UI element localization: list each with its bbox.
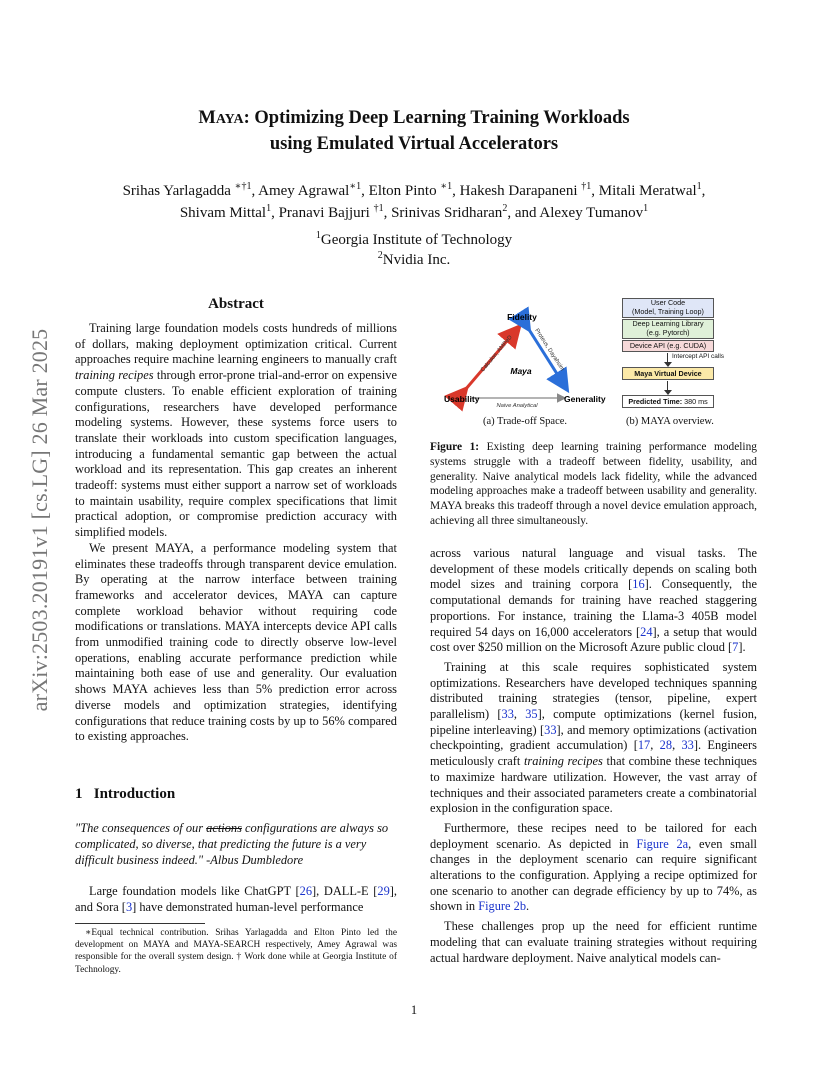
epigraph-quote bbox=[75, 820, 397, 868]
title-maya-initial: M bbox=[198, 108, 216, 128]
box-label: User Code bbox=[650, 298, 686, 307]
affiliation-name: Georgia Institute of Technology bbox=[320, 232, 513, 248]
footnote: ∗Equal technical contribution. Srihas Yarlagadda and Elton Pinto led the development on MAYA and MAYA-SEARCH respectively, Amey Agrawal was responsible for the overall system design. † Work done while at Georgia Institute of Technology. bbox=[75, 928, 397, 975]
author-sup: ∗†1 bbox=[234, 181, 252, 192]
author-sup: ∗1 bbox=[349, 181, 362, 192]
title-line-1 bbox=[80, 106, 748, 132]
text-run: across various natural language and visual tasks. The development of these models critically depends on scaling both model sizes and training corpora [ bbox=[430, 546, 757, 592]
section-heading-introduction bbox=[75, 786, 175, 803]
box-sublabel: (e.g. Pytorch) bbox=[646, 327, 690, 337]
intercept-label: Intercept API calls bbox=[672, 353, 725, 360]
triangle-center-maya: Maya bbox=[510, 366, 532, 376]
vertex-usability: Usability bbox=[444, 394, 480, 404]
arxiv-id: arXiv:2503.20191v1 [cs.LG] 26 Mar 2025 bbox=[27, 328, 52, 712]
text-run: ], and Sora [ bbox=[75, 884, 397, 914]
author: , and Alexey Tumanov bbox=[507, 205, 644, 221]
caption-label: Figure 1: bbox=[430, 441, 480, 453]
virtual-device-box: Maya Virtual Device bbox=[622, 367, 714, 380]
right-column-body bbox=[430, 546, 757, 970]
footnote-rule bbox=[75, 923, 205, 924]
author-sup: 1 bbox=[266, 203, 272, 214]
title-maya-rest: AYA bbox=[215, 112, 244, 127]
page-number: 1 bbox=[410, 1003, 418, 1017]
author-sup: †1 bbox=[373, 203, 384, 214]
author-sup: 1 bbox=[696, 181, 702, 192]
affiliation-name: Nvidia Inc. bbox=[382, 252, 451, 268]
subfigure-a-caption: (a) Trade-off Space. bbox=[482, 416, 568, 427]
text-run: ], a setup that would cost over $250 million on the Microsoft Azure public cloud [ bbox=[430, 624, 757, 655]
author: , Hakesh Darapaneni bbox=[452, 183, 578, 199]
citation-link[interactable]: 24 bbox=[640, 624, 653, 639]
box-sublabel: (Model, Training Loop) bbox=[632, 306, 704, 316]
text-run: ], compute optimizations (kernel fusion, pipeline interleaving) [ bbox=[430, 707, 757, 737]
body-paragraph bbox=[430, 546, 757, 656]
text-run: , bbox=[650, 738, 660, 753]
citation-link[interactable]: 7 bbox=[732, 640, 739, 655]
author: , Elton Pinto bbox=[361, 183, 437, 199]
device-api-box: Device API (e.g. CUDA) bbox=[622, 340, 714, 352]
body-paragraph bbox=[430, 821, 757, 915]
citation-link[interactable]: 3 bbox=[125, 899, 133, 914]
author-sup: 1 bbox=[643, 203, 649, 214]
citation-link[interactable]: 28 bbox=[659, 738, 673, 753]
predicted-time-box bbox=[622, 395, 714, 408]
text-run: Furthermore, these recipes need to be tailored for each deployment scenario. As depicted in bbox=[430, 820, 757, 851]
section-number: 1 bbox=[75, 786, 83, 802]
affiliation-1 bbox=[80, 230, 748, 250]
author-line-1 bbox=[80, 180, 748, 202]
citation-link[interactable]: 16 bbox=[632, 577, 645, 592]
author: , Srinivas Sridharan bbox=[383, 205, 503, 221]
user-code-box bbox=[622, 298, 714, 318]
tradeoff-triangle-diagram bbox=[440, 300, 615, 415]
citation-link[interactable]: 33 bbox=[681, 738, 694, 753]
figure-ref-link[interactable]: Figure 2a bbox=[636, 836, 689, 851]
text-run: , bbox=[513, 707, 526, 722]
text-run: ]. Consequently, the computational demands for training have reached staggering proportions. For instance, training the Llama-3 405B model required 54 days on 16,000 accelerators [ bbox=[430, 577, 757, 639]
text-run: , even small changes in the deployment scenario can require significant alterations to the configuration. Applying a recipe optimized for one scenario to another can degrade efficiency by up to 74%, as shown in bbox=[430, 836, 757, 914]
text-run: . bbox=[526, 899, 530, 914]
author-sup: ∗1 bbox=[440, 181, 453, 192]
section-title: Introduction bbox=[93, 786, 176, 802]
struck-word: actions bbox=[206, 821, 242, 835]
affiliation-sup: 2 bbox=[377, 250, 383, 261]
abstract-paragraph-2: We present MAYA, a performance modeling system that eliminates these tradeoffs through transparent device emulation. By operating at the narrow interface between training frameworks and accelerator devices, MAYA can capture complete workload behavior without requiring code modifications or translations. MAYA intercepts device API calls from unmodified training code to directly observe low-level operations, enabling accurate performance prediction while maintaining both ease of use and generality. Our evaluation shows MAYA achieves less than 5% prediction error across diverse models and optimization strategies, identifying configurations that reduce training costs by up to 56% compared to existing approaches. bbox=[75, 540, 397, 744]
citation-link[interactable]: 17 bbox=[637, 738, 651, 753]
text-run: Training at this scale requires sophisticated system optimizations. Researchers have developed techniques spanning distributed training strategies (tensor, pipeline, expert parallelism) [ bbox=[430, 659, 757, 722]
predicted-label: Predicted Time: bbox=[628, 397, 683, 406]
edge-fidelity-generality bbox=[528, 328, 566, 388]
text-run: ]. Engineers meticulously craft bbox=[430, 738, 757, 769]
text-run: that combine these techniques to maximize hardware utilization. However, the vast array of techniques and their associated parameters create a combinatorial explosion in the configuration space. bbox=[430, 754, 757, 816]
dl-library-box bbox=[622, 319, 714, 339]
author-sep: , bbox=[701, 183, 706, 199]
text-run: Large foundation models like ChatGPT [ bbox=[89, 884, 300, 898]
author-list bbox=[80, 180, 748, 224]
figure-ref-link[interactable]: Figure 2b bbox=[478, 899, 527, 914]
edge-label-bottom: Naive Analytical bbox=[496, 403, 538, 409]
abstract-heading: Abstract bbox=[208, 296, 264, 312]
affiliations bbox=[80, 230, 748, 270]
text-run: , bbox=[672, 738, 682, 753]
arxiv-sidebar bbox=[20, 280, 60, 760]
author: , Mitali Meratwal bbox=[591, 183, 697, 199]
text-run: "The consequences of our bbox=[75, 821, 207, 835]
author-line-2 bbox=[80, 202, 748, 224]
edge-label-right: Proteus, Dayahsim bbox=[533, 327, 566, 373]
intro-paragraph-1 bbox=[75, 884, 397, 915]
emphasis: training recipes bbox=[523, 754, 603, 769]
citation-link[interactable]: 35 bbox=[525, 707, 538, 722]
maya-overview-diagram bbox=[622, 298, 725, 410]
title-line-2: using Emulated Virtual Accelerators bbox=[269, 134, 559, 154]
abstract-paragraph-1 bbox=[75, 321, 397, 541]
vertex-fidelity: Fidelity bbox=[507, 312, 537, 322]
text-run: ], DALL-E [ bbox=[312, 884, 378, 898]
box-label: Deep Learning Library bbox=[632, 319, 704, 328]
vertex-generality: Generality bbox=[564, 394, 606, 404]
emphasis: training recipes bbox=[75, 368, 154, 383]
edge-label-left: Calculon, AMPeD bbox=[479, 334, 514, 374]
body-paragraph bbox=[430, 660, 757, 817]
affiliation-sup: 1 bbox=[315, 230, 321, 241]
author: , Amey Agrawal bbox=[251, 183, 350, 199]
title-line-1-rest: : Optimizing Deep Learning Training Workloads bbox=[243, 108, 630, 128]
text-run: through error-prone trial-and-error on expensive compute clusters. To enable efficient exploration of training configurations, researchers have developed performance modeling systems. However, these systems force users to translate their workloads into custom specification languages, introducing a fundamental semantic gap between the actual workload and its representation. This gap creates an inherent tradeoff: systems must either support a narrow set of workloads to maintain usability, require complex specifications that limit practical adoption, or compromise prediction accuracy with simplified models. bbox=[75, 368, 397, 540]
citation-link[interactable]: 29 bbox=[377, 884, 390, 898]
subfigure-b-caption: (b) MAYA overview. bbox=[626, 416, 714, 427]
affiliation-2 bbox=[80, 250, 748, 270]
text-run: ], and memory optimizations (activation checkpointing, gradient accumulation) [ bbox=[430, 722, 757, 753]
author-sup: 2 bbox=[502, 203, 508, 214]
author-sup: †1 bbox=[581, 181, 592, 192]
figure-1-caption bbox=[430, 440, 757, 529]
author: Srihas Yarlagadda bbox=[122, 183, 231, 199]
body-paragraph: These challenges prop up the need for efficient runtime modeling that can evaluate training strategies without requiring actual hardware deployment. Naive analytical models can- bbox=[430, 919, 757, 965]
caption-text: Existing deep learning training performance modeling systems struggle with a tradeoff between fidelity, usability, and generality. Naive analytical models lack fidelity, while the advanced modeling approaches make a tradeoff between usability and generality. MAYA breaks this tradeoff through a novel device emulation approach, achieving all three simultaneously. bbox=[430, 441, 757, 527]
citation-link[interactable]: 33 bbox=[544, 722, 557, 737]
citation-link[interactable]: 33 bbox=[501, 707, 514, 722]
text-run: configurations are always so complicated, so diverse, that predicting the future is a very difficult business indeed." -Albus Dumbledore bbox=[75, 821, 389, 867]
author: , Pranavi Bajjuri bbox=[271, 205, 370, 221]
text-run: ] have demonstrated human-level performance bbox=[132, 899, 364, 914]
predicted-value: 380 ms bbox=[684, 397, 708, 406]
author: Shivam Mittal bbox=[179, 205, 267, 221]
text-run: Training large foundation models costs hundreds of millions of dollars, making deployment optimization critical. Current approaches require machine learning engineers to manually craft bbox=[75, 321, 397, 367]
text-run: ]. bbox=[738, 640, 746, 655]
paper-title bbox=[80, 106, 748, 156]
citation-link[interactable]: 26 bbox=[299, 884, 313, 898]
abstract-body bbox=[75, 321, 397, 745]
